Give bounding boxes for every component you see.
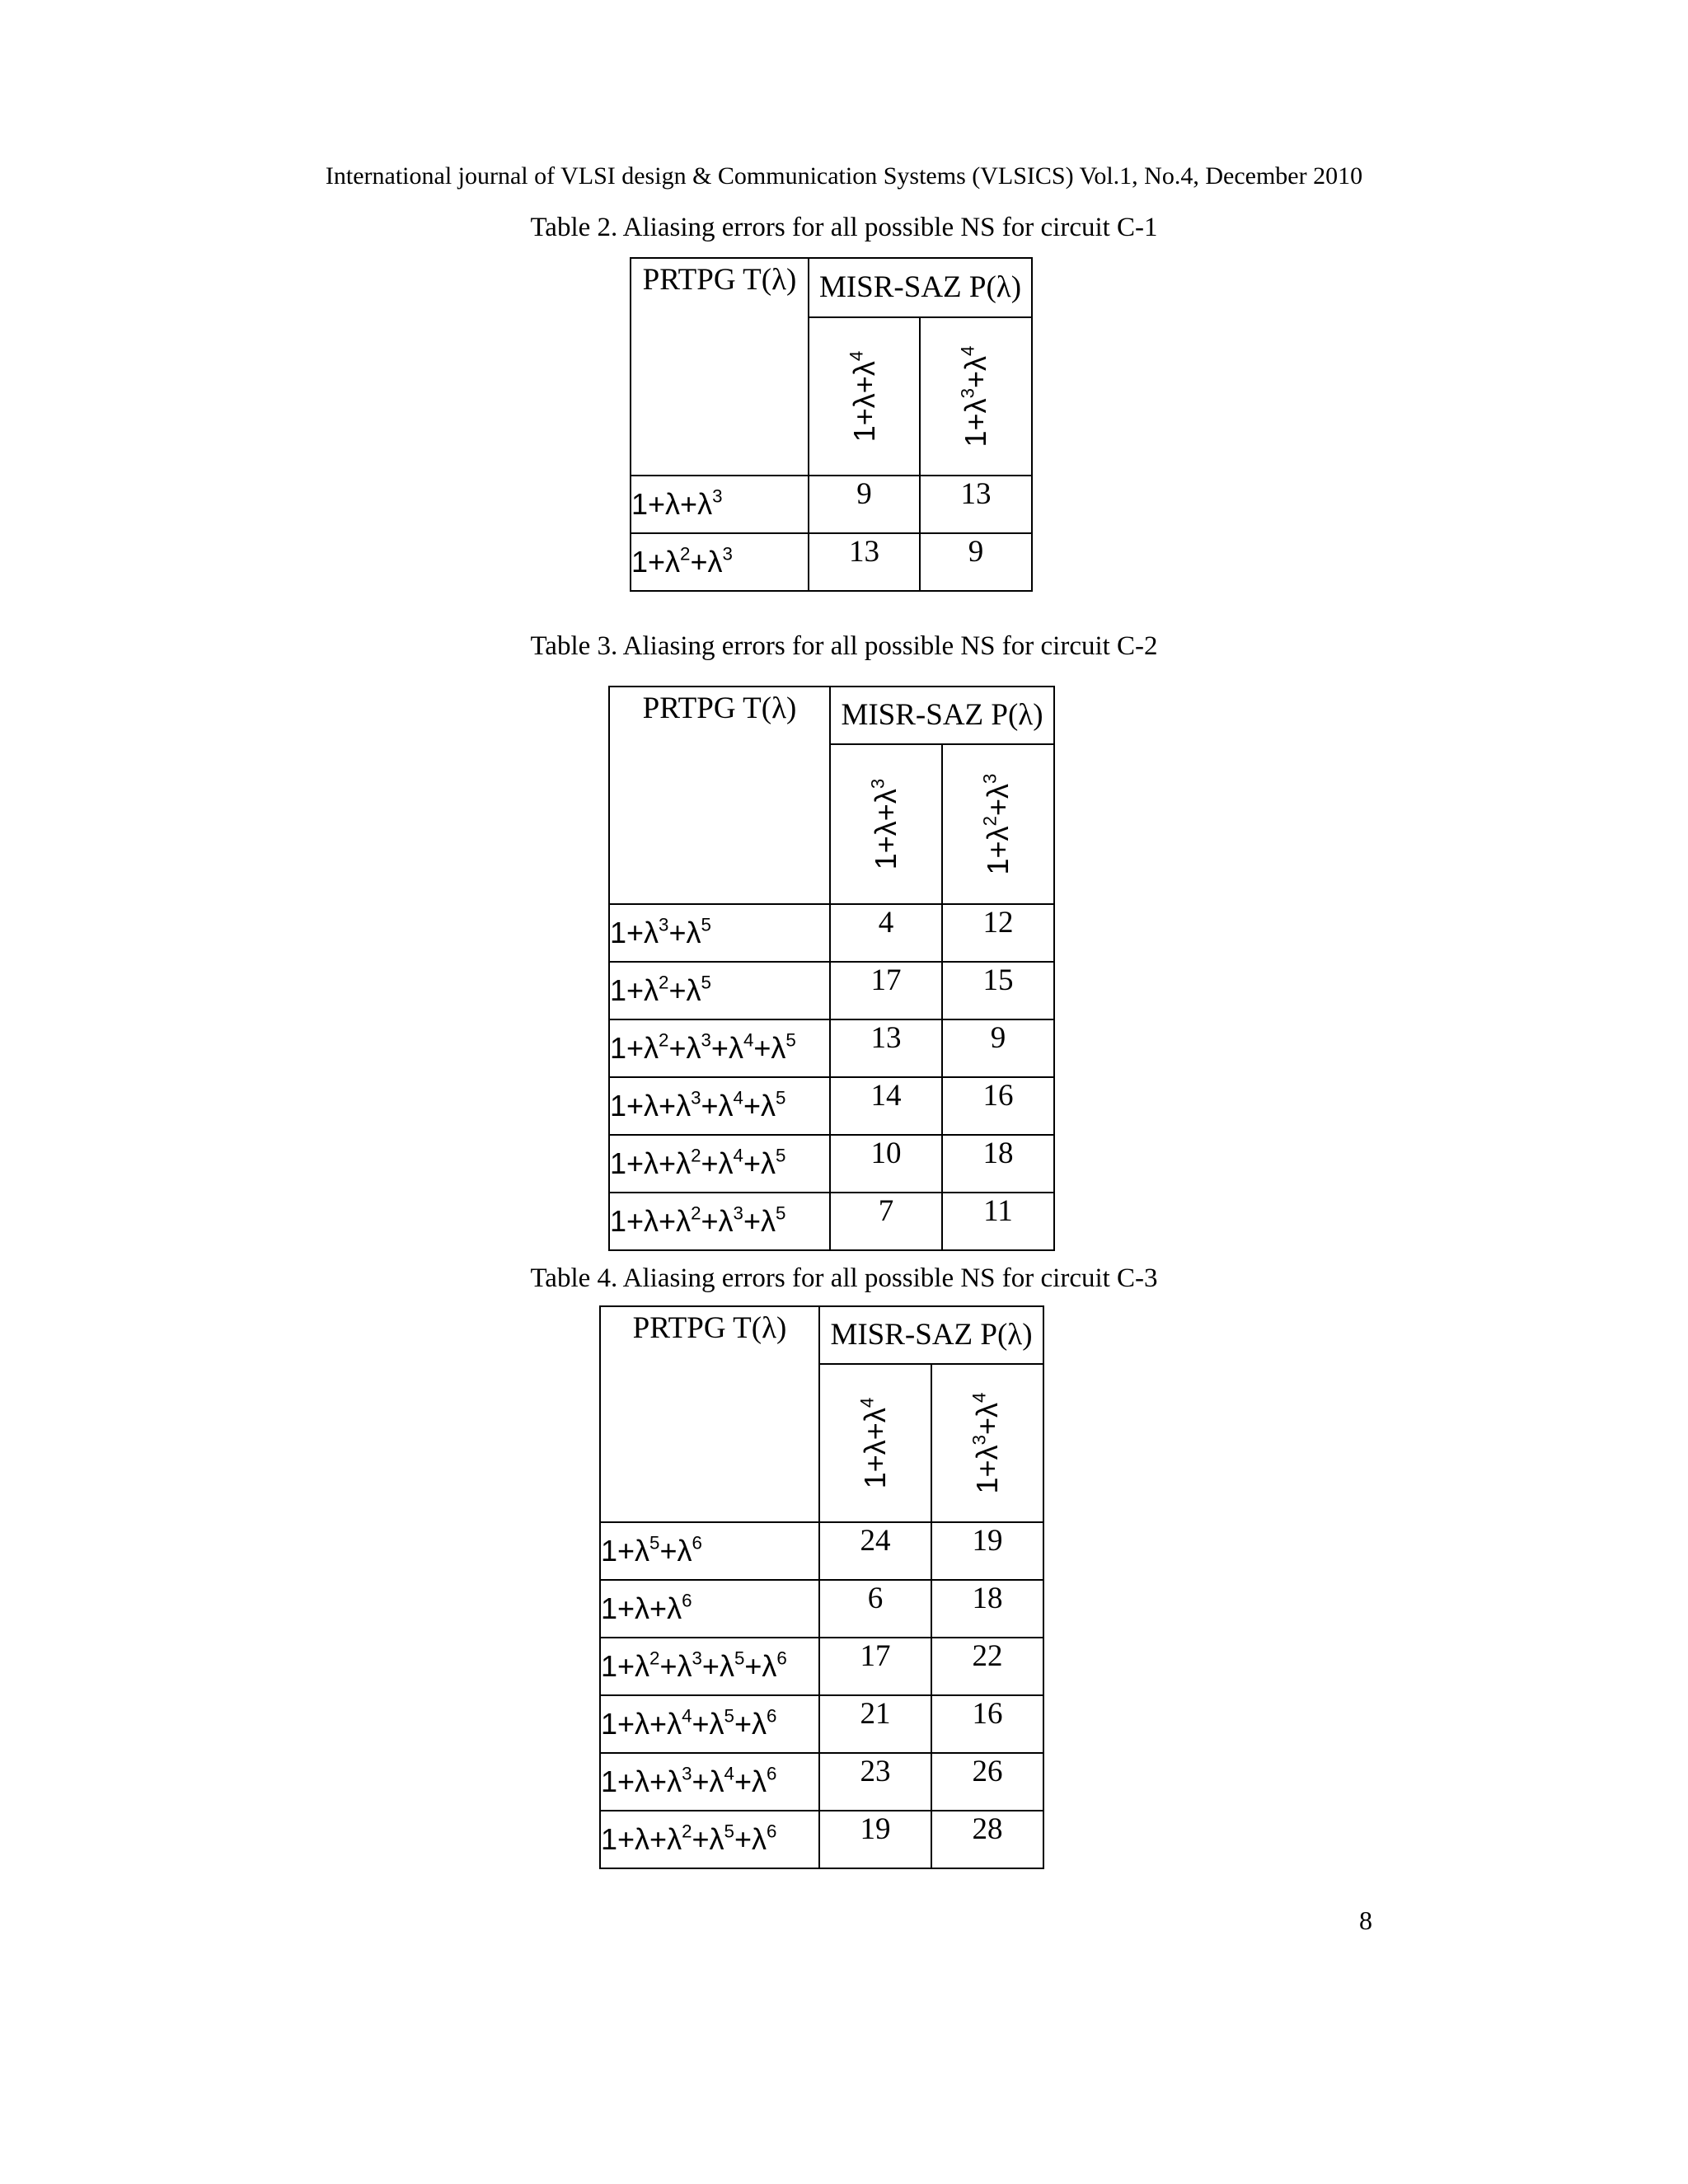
exponent: 3 <box>722 543 733 565</box>
aliasing-value: 16 <box>942 1077 1054 1135</box>
row-polynomial: $1+\lambda+\lambda^2+\lambda^5+\lambda^6$ <box>600 1811 819 1868</box>
row-polynomial: $1+\lambda+\lambda^3+\lambda^4+\lambda^5$ <box>609 1077 830 1135</box>
row-polynomial: $1+\lambda^2+\lambda^3$ <box>631 533 809 591</box>
prtpg-header-cell: PRTPG T(λ) <box>600 1306 819 1522</box>
exponent: 4 <box>733 1145 743 1166</box>
row-polynomial: $1+\lambda^2+\lambda^3+\lambda^4+\lambda^5$ <box>609 1019 830 1077</box>
table-2 <box>630 257 1033 592</box>
row-polynomial: $1+\lambda+\lambda^3+\lambda^4+\lambda^6$ <box>600 1753 819 1811</box>
table-3 <box>608 686 1055 1251</box>
row-polynomial: $1+\lambda^2+\lambda^3+\lambda^5+\lambda^6$ <box>600 1638 819 1695</box>
aliasing-value: 7 <box>830 1193 942 1250</box>
table-row <box>609 904 1054 962</box>
exponent: 6 <box>692 1532 702 1554</box>
table-4 <box>599 1305 1044 1869</box>
aliasing-value: 13 <box>809 533 920 591</box>
row-polynomial: $1+\lambda+\lambda^2+\lambda^4+\lambda^5$ <box>609 1135 830 1193</box>
row-polynomial: $1+\lambda+\lambda^4+\lambda^5+\lambda^6$ <box>600 1695 819 1753</box>
exponent: 5 <box>775 1202 786 1224</box>
table-row <box>609 1135 1054 1193</box>
aliasing-value: 19 <box>819 1811 931 1868</box>
aliasing-value: 4 <box>830 904 942 962</box>
exponent: 2 <box>691 1145 701 1166</box>
misr-saz-header-cell: MISR-SAZ P(λ) <box>830 687 1054 744</box>
exponent: 4 <box>682 1705 692 1727</box>
aliasing-value: 13 <box>920 476 1032 533</box>
exponent: 2 <box>659 972 669 993</box>
exponent: 3 <box>733 1202 743 1224</box>
exponent: 6 <box>766 1705 777 1727</box>
aliasing-value: 15 <box>942 962 1054 1019</box>
aliasing-value: 6 <box>819 1580 931 1638</box>
misr-saz-header-cell: MISR-SAZ P(λ) <box>819 1306 1043 1364</box>
prtpg-header-cell: PRTPG T(λ) <box>609 687 830 904</box>
exponent: 3 <box>968 1434 990 1446</box>
poly-column-header <box>830 744 942 904</box>
table-row <box>600 1580 1043 1638</box>
aliasing-value: 14 <box>830 1077 942 1135</box>
exponent: 5 <box>734 1647 745 1669</box>
table-row <box>609 1019 1054 1077</box>
aliasing-value: 9 <box>920 533 1032 591</box>
exponent: 4 <box>733 1087 743 1108</box>
exponent: 2 <box>659 1029 669 1051</box>
poly-column-header <box>809 317 920 476</box>
table-row <box>609 1193 1054 1250</box>
exponent: 2 <box>682 1821 692 1842</box>
aliasing-value: 9 <box>942 1019 1054 1077</box>
table-row <box>600 1695 1043 1753</box>
aliasing-value: 28 <box>931 1811 1043 1868</box>
exponent: 3 <box>979 773 1001 784</box>
table-3-caption: Table 3. Aliasing errors for all possible NS for circuit C-2 <box>530 631 1158 661</box>
aliasing-value: 26 <box>931 1753 1043 1811</box>
running-header: International journal of VLSI design & Communication Systems (VLSICS) Vol.1, No.4, December 2010 <box>325 162 1363 190</box>
poly-column-label: $1+\lambda^3+\lambda^4$ <box>957 345 992 448</box>
aliasing-value: 10 <box>830 1135 942 1193</box>
exponent: 5 <box>724 1821 734 1842</box>
exponent: 3 <box>692 1647 702 1669</box>
exponent: 3 <box>712 485 723 507</box>
exponent: 5 <box>724 1705 734 1727</box>
aliasing-value: 17 <box>819 1638 931 1695</box>
table-row <box>600 1522 1043 1580</box>
prtpg-header-cell: PRTPG T(λ) <box>631 258 809 476</box>
aliasing-value: 11 <box>942 1193 1054 1250</box>
table-row <box>631 533 1032 591</box>
aliasing-value: 9 <box>809 476 920 533</box>
table-4-caption: Table 4. Aliasing errors for all possible NS for circuit C-3 <box>530 1263 1158 1293</box>
aliasing-value: 24 <box>819 1522 931 1580</box>
exponent: 4 <box>968 1392 990 1403</box>
exponent: 2 <box>979 815 1001 827</box>
exponent: 5 <box>775 1145 786 1166</box>
exponent: 5 <box>701 972 711 993</box>
poly-column-label: $1+\lambda+\lambda^4$ <box>856 1397 892 1489</box>
exponent: 4 <box>743 1029 754 1051</box>
row-polynomial: $1+\lambda+\lambda^3$ <box>631 476 809 533</box>
poly-column-label: $1+\lambda+\lambda^4$ <box>846 350 881 443</box>
row-polynomial: $1+\lambda+\lambda^2+\lambda^3+\lambda^5$ <box>609 1193 830 1250</box>
exponent: 3 <box>701 1029 711 1051</box>
table-row <box>600 1753 1043 1811</box>
exponent: 5 <box>785 1029 796 1051</box>
table-row <box>609 1077 1054 1135</box>
exponent: 3 <box>691 1087 701 1108</box>
poly-column-label: $1+\lambda^2+\lambda^3$ <box>979 773 1015 875</box>
aliasing-value: 16 <box>931 1695 1043 1753</box>
exponent: 3 <box>957 387 978 399</box>
table-row <box>600 1811 1043 1868</box>
exponent: 5 <box>701 914 711 935</box>
table-2-caption: Table 2. Aliasing errors for all possible NS for circuit C-1 <box>530 213 1158 242</box>
table-row <box>631 476 1032 533</box>
exponent: 5 <box>649 1532 660 1554</box>
exponent: 5 <box>775 1087 786 1108</box>
exponent: 6 <box>776 1647 787 1669</box>
exponent: 2 <box>649 1647 660 1669</box>
poly-column-header <box>942 744 1054 904</box>
row-polynomial: $1+\lambda+\lambda^6$ <box>600 1580 819 1638</box>
exponent: 4 <box>856 1397 878 1408</box>
aliasing-value: 13 <box>830 1019 942 1077</box>
poly-column-header <box>819 1364 931 1522</box>
misr-saz-header-cell: MISR-SAZ P(λ) <box>809 258 1032 317</box>
exponent: 6 <box>766 1763 777 1784</box>
exponent: 4 <box>724 1763 734 1784</box>
aliasing-value: 12 <box>942 904 1054 962</box>
aliasing-value: 17 <box>830 962 942 1019</box>
page-number: 8 <box>1359 1905 1372 1935</box>
exponent: 6 <box>682 1590 692 1611</box>
aliasing-value: 22 <box>931 1638 1043 1695</box>
poly-column-label: $1+\lambda+\lambda^3$ <box>867 778 903 870</box>
table-row <box>609 962 1054 1019</box>
exponent: 4 <box>846 350 866 362</box>
exponent: 6 <box>766 1821 777 1842</box>
row-polynomial: $1+\lambda^3+\lambda^5$ <box>609 904 830 962</box>
exponent: 2 <box>691 1202 701 1224</box>
row-polynomial: $1+\lambda^2+\lambda^5$ <box>609 962 830 1019</box>
exponent: 2 <box>680 543 691 565</box>
table-row <box>600 1638 1043 1695</box>
aliasing-value: 18 <box>942 1135 1054 1193</box>
exponent: 3 <box>867 778 889 790</box>
row-polynomial: $1+\lambda^5+\lambda^6$ <box>600 1522 819 1580</box>
exponent: 3 <box>659 914 669 935</box>
exponent: 3 <box>682 1763 692 1784</box>
aliasing-value: 21 <box>819 1695 931 1753</box>
poly-column-header <box>920 317 1032 476</box>
aliasing-value: 19 <box>931 1522 1043 1580</box>
aliasing-value: 18 <box>931 1580 1043 1638</box>
poly-column-header <box>931 1364 1043 1522</box>
exponent: 4 <box>957 345 978 356</box>
aliasing-value: 23 <box>819 1753 931 1811</box>
poly-column-label: $1+\lambda^3+\lambda^4$ <box>968 1392 1004 1494</box>
